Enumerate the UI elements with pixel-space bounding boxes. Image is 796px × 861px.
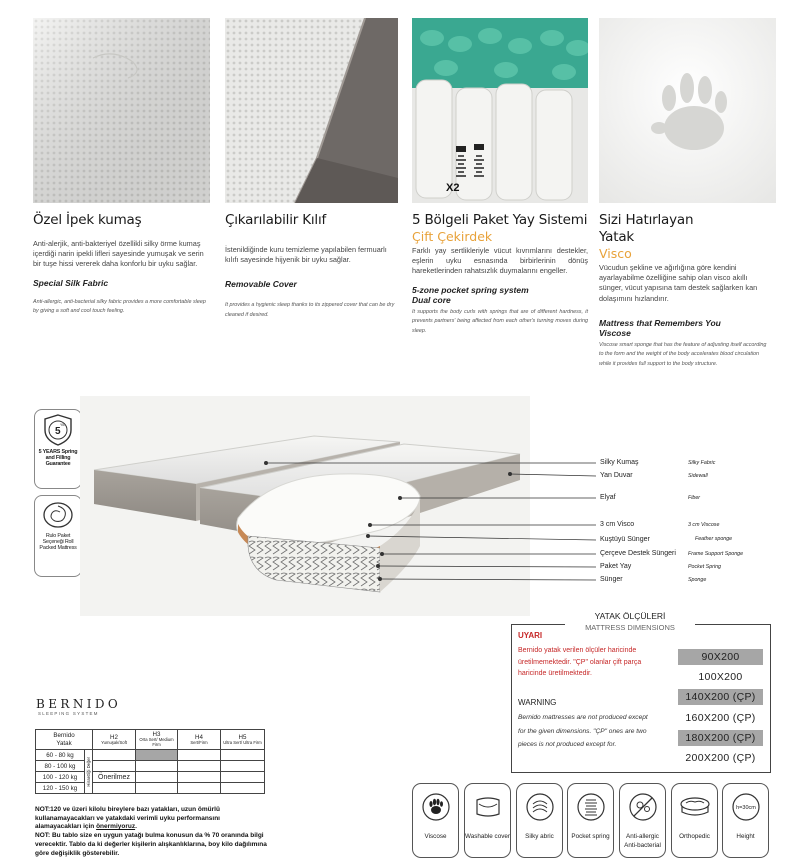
- table-cell: [221, 761, 265, 772]
- feature-title-en: Special Silk Fabric: [33, 277, 109, 288]
- viscose-hand-icon: [421, 792, 451, 822]
- layer-label-tr: Yan Duvar: [600, 472, 633, 479]
- corner-line: Yatak: [56, 739, 72, 747]
- feature-title-en: Removable Cover: [225, 279, 297, 290]
- note-1-underlined: önermiyoruz: [96, 823, 136, 831]
- column-code: H2: [110, 733, 118, 741]
- layer-label-en: Pocket Spring: [688, 564, 721, 570]
- layer-label-en: Frame Support Sponge: [688, 551, 744, 557]
- side-label: [85, 750, 93, 794]
- feature-icon-card: [722, 783, 769, 858]
- feature-icon-card: [619, 783, 666, 858]
- dimensions-title-tr: YATAK ÖLÇÜLERİ: [594, 611, 666, 621]
- feature-title: Çıkarılabilir Kılıf: [225, 212, 327, 228]
- layer-label-en: 3 cm Viscose: [688, 522, 720, 528]
- height-value: h=30cm: [735, 805, 756, 811]
- brand-tagline: SLEEPING SYSTEM: [38, 711, 99, 716]
- icon-label: Orthopedic: [679, 833, 710, 840]
- warranty-text: 5 YEARS Spring and Filling Guarantee: [38, 449, 78, 468]
- washable-cover-icon: [473, 792, 503, 822]
- icon-label: Viscose: [424, 833, 447, 840]
- feature-accent: Çift Çekirdek: [412, 229, 493, 244]
- silky-fabric-icon: [525, 792, 555, 822]
- feature-silk-fabric: [33, 212, 209, 317]
- column-desc: Sert/Firm: [190, 739, 208, 745]
- notes: [35, 806, 267, 858]
- brand-logo: BERNIDO: [36, 697, 122, 711]
- table-cell: [221, 783, 265, 794]
- feature-icon-card: [516, 783, 563, 858]
- note-1: [35, 806, 267, 832]
- icon-label: Height: [736, 833, 755, 840]
- feature-title: Özel İpek kumaş: [33, 212, 142, 228]
- icon-label: Washable cover: [465, 833, 510, 840]
- table-cell: [178, 750, 221, 761]
- table-cell: [136, 761, 178, 772]
- weight-range: 100 - 120 kg: [36, 772, 85, 783]
- feature-removable-cover: [225, 212, 397, 320]
- feature-title: 5 Bölgeli Paket Yay Sistemi: [412, 212, 588, 228]
- icon-label: Anti-allergic Anti-bacterial: [624, 833, 661, 849]
- size-option: 140X200 (ÇP): [678, 689, 763, 705]
- silk-fabric-photo: [33, 18, 210, 203]
- table-corner: [36, 730, 93, 750]
- size-option: 200X200 (ÇP): [685, 752, 756, 764]
- visco-memory-photo: [599, 18, 776, 203]
- corner-line: Bernido: [53, 732, 75, 739]
- layer-label-tr: Çerçeve Destek Süngeri: [600, 550, 676, 557]
- size-option: 160X200 (ÇP): [685, 712, 756, 724]
- warning-heading-en: WARNING: [518, 698, 557, 707]
- height-icon: [730, 792, 762, 822]
- table-cell: [221, 772, 265, 783]
- feature-description-en: It supports the body curls with springs that are of different hardness, it prevents partners' being affected from each other's turning moves during sleep.: [412, 308, 588, 334]
- feature-icon-card: [567, 783, 614, 858]
- column-header: [178, 730, 221, 750]
- feature-title-en: 5-zone pocket spring system Dual core: [412, 284, 529, 305]
- column-header: [136, 730, 178, 750]
- orthopedic-icon: [678, 792, 712, 822]
- column-code: H4: [195, 733, 203, 741]
- feature-description-tr: Anti-alerjik, anti-bakteriyel özellikli silky örme kumaş içerdiği narin ipekli lifleri sayesinde yumuşak ve serin bir tuşe hissi vererek daha konforlu bir uyku sağlar.: [33, 239, 204, 269]
- column-code: H5: [238, 733, 247, 741]
- icon-label: Pocket spring: [571, 833, 610, 840]
- column-header: [93, 730, 136, 750]
- size-option: 100X200: [698, 671, 743, 683]
- recommended-cell: [136, 750, 178, 761]
- not-recommended-cell: Önerilmez: [93, 772, 136, 783]
- roll-pack-text: Rulo Paket Seçeneği Roll Packed Mattress: [39, 533, 77, 552]
- note-2: NOT: Bu tablo size en uygun yatağı bulma konusun da % 70 oranında bilgi verecektir. Tablo da ki değerler kişilerin alışkanlıklarına, boy kilo dağılımına göre değişiklik gösterebilir.: [35, 832, 267, 857]
- removable-cover-photo: [225, 18, 398, 203]
- column-code: H3: [152, 731, 161, 739]
- icon-label: Silky abric: [525, 833, 554, 840]
- note-1-end: .: [135, 823, 137, 831]
- layer-label-en: Sidewall: [688, 473, 708, 479]
- size-option: 90X200: [678, 649, 763, 665]
- feature-icon-card: [464, 783, 511, 858]
- feature-visco: [599, 212, 769, 369]
- multiplier-label: X2: [446, 182, 460, 194]
- warranty-badge: [34, 409, 82, 489]
- layer-label-tr: Kuştüyü Sünger: [600, 536, 650, 543]
- table-cell: [93, 761, 136, 772]
- roll-pack-badge: [34, 495, 82, 577]
- table-cell: [93, 783, 136, 794]
- feature-title-en: Mattress that Remembers You Viscose: [599, 317, 721, 338]
- mattress-cutaway-illustration: [80, 396, 530, 616]
- table-cell: [178, 761, 221, 772]
- feature-description-en: Anti-allergic, anti-bacterial silky fabric provides a more comfortable sleep by giving a soft and cool touch feeling.: [33, 298, 206, 315]
- table-cell: [136, 783, 178, 794]
- column-desc: Orta Sert/ Medium Firm: [139, 737, 174, 747]
- layer-label-en: Sponge: [688, 577, 707, 583]
- layer-label-tr: 3 cm Visco: [600, 521, 635, 528]
- layer-label-en: Silky Fabric: [688, 460, 716, 466]
- warranty-unit: YIL: [60, 423, 66, 427]
- weight-range: 80 - 100 kg: [36, 761, 85, 772]
- layer-label-en: Feather sponge: [695, 536, 733, 542]
- warning-text-tr: Bernido yatak verilen ölçüler haricinde üretilmemektedir. "ÇP" olanlar çift parça haricinde üretilmektedir.: [518, 647, 642, 677]
- dimensions-title-en: MATTRESS DIMENSIONS: [585, 623, 675, 632]
- weight-range: 120 - 150 kg: [36, 783, 85, 794]
- roll-mattress-icon: [41, 500, 75, 530]
- feature-title: Sizi Hatırlayan Yatak: [599, 212, 694, 245]
- feature-description-tr: İstenildiğinde kuru temizleme yapılabilen fermuarlı kılıfı sayesinde hijyenik bir uyku sağlar.: [225, 245, 387, 265]
- feature-icon-card: [671, 783, 718, 858]
- table-cell: [93, 750, 136, 761]
- table-cell: [178, 772, 221, 783]
- column-desc: Ultra Sert/ Ultra Firm: [223, 739, 262, 745]
- weight-range: 60 - 80 kg: [36, 750, 85, 761]
- anti-allergic-icon: [628, 792, 658, 822]
- note-1-text: NOT:120 ve üzeri kilolu bireylere bazı yatakları, uzun ömürlü kullanamayacakları ve yatakdaki verimli uyku performansını alamayacakları için: [35, 806, 220, 831]
- warranty-years: 5: [55, 426, 61, 437]
- layer-label-tr: Sünger: [600, 576, 623, 583]
- pocket-spring-photo: [412, 18, 588, 203]
- feature-description-en: It provides a hygienic sleep thanks to its zippered cover that can be dry cleaned if desired.: [225, 302, 395, 318]
- warranty-shield-icon: [43, 414, 73, 446]
- column-header: [221, 730, 265, 750]
- layer-label-tr: Paket Yay: [600, 563, 632, 570]
- feature-accent: Visco: [599, 246, 632, 261]
- pocket-spring-icon: [576, 792, 606, 822]
- feature-description-tr: Vücudun şekline ve ağırlığına göre kendini ayarlayabilme özelliğine sahip olan visco akıllı sünger, vücut yapısına tam destek sağlarken kan dolaşımını hızlandırır.: [599, 263, 758, 303]
- column-desc: Yumuşak/Soft: [101, 739, 127, 745]
- feature-description-tr: Farklı yay sertlikleriyle vücut kıvrımlarını destekler, eşlerin uyku esnasında birbirlerinin dönüş hareketlerinden rahatsızlık duymalarını engeller.: [412, 246, 588, 276]
- table-cell: [221, 750, 265, 761]
- side-label-text: Hissettiği Değer: [86, 756, 91, 787]
- warning-heading-tr: UYARI: [518, 631, 543, 640]
- size-option: 180X200 (ÇP): [678, 730, 763, 746]
- feature-pocket-spring: [412, 212, 588, 336]
- feature-description-en: Viscose smart sponge that has the feature of adjusting itself according to the form and the weight of the body accelerates blood circulation while it provides full support to the body structure.: [599, 341, 767, 367]
- hardness-table: [35, 729, 265, 794]
- dimensions-title: [565, 611, 695, 633]
- feature-icon-card: [412, 783, 459, 858]
- layer-label-en: Fiber: [688, 495, 701, 501]
- layer-label-tr: Silky Kumaş: [600, 459, 639, 466]
- layer-label-tr: Elyaf: [600, 494, 616, 501]
- table-cell: [178, 783, 221, 794]
- warning-text-en: Bernido mattresses are not produced except for the given dimensions. "ÇP" ones are two pieces is not produced except for.: [518, 714, 648, 749]
- table-cell: [136, 772, 178, 783]
